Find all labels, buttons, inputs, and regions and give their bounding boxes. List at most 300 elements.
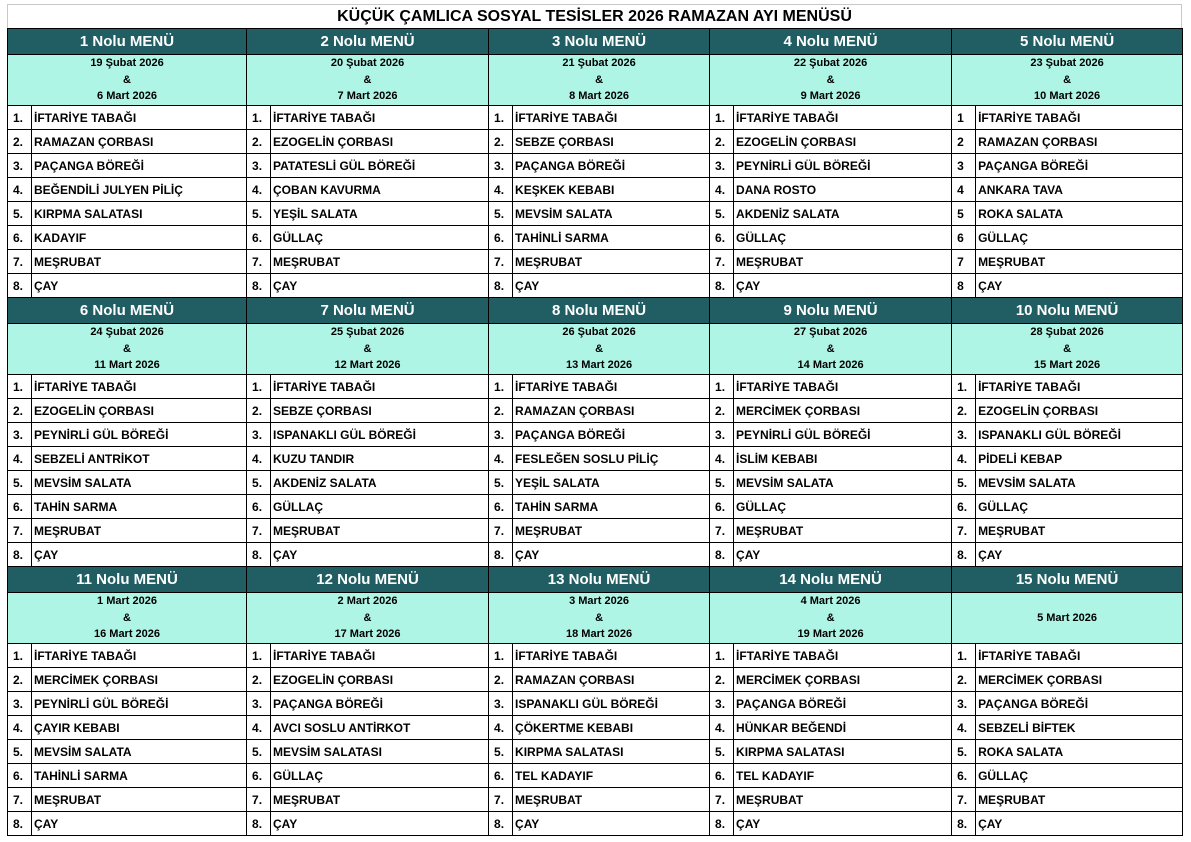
menu-item-row (8, 692, 1183, 716)
item-number: 5. (247, 740, 271, 764)
item-number: 1. (710, 106, 734, 130)
menu-item: AKDENİZ SALATA (734, 202, 952, 226)
item-number: 6. (710, 226, 734, 250)
menu-date: 25 Şubat 2026 (330, 326, 405, 339)
menu-item: MEŞRUBAT (271, 250, 489, 274)
item-number: 8. (710, 274, 734, 298)
menu-item-row (8, 399, 1183, 423)
page-title: KÜÇÜK ÇAMLICA SOSYAL TESİSLER 2026 RAMAZAN AYI MENÜSÜ (7, 4, 1182, 28)
menu-name: 7 Nolu MENÜ (247, 298, 489, 324)
item-number: 3. (247, 154, 271, 178)
menu-name: 8 Nolu MENÜ (489, 298, 710, 324)
menu-item: TEL KADAYIF (734, 764, 952, 788)
menu-item: PEYNİRLİ GÜL BÖREĞİ (32, 423, 247, 447)
menu-name: 6 Nolu MENÜ (8, 298, 247, 324)
item-number: 2. (247, 668, 271, 692)
item-number: 2. (489, 399, 513, 423)
item-number: 4. (247, 716, 271, 740)
menu-item: ROKA SALATA (976, 740, 1183, 764)
menu-item: PAÇANGA BÖREĞİ (513, 423, 710, 447)
item-number: 4. (8, 178, 32, 202)
menu-date: 20 Şubat 2026 (330, 57, 405, 70)
menu-item: MEVSİM SALATA (734, 471, 952, 495)
menu-dates (710, 324, 952, 375)
date-separator: & (595, 73, 604, 86)
menu-date: 4 Mart 2026 (800, 595, 861, 608)
menu-sheet (7, 4, 1182, 836)
menu-item: YEŞİL SALATA (271, 202, 489, 226)
date-separator: & (826, 342, 835, 355)
menu-item: İSLİM KEBABI (734, 447, 952, 471)
date-separator: & (123, 611, 131, 624)
item-number: 4. (710, 716, 734, 740)
item-number: 4. (489, 716, 513, 740)
menu-table (7, 28, 1183, 836)
item-number: 1. (8, 644, 32, 668)
menu-item: PAÇANGA BÖREĞİ (976, 692, 1183, 716)
item-number: 1. (710, 375, 734, 399)
item-number: 3. (247, 692, 271, 716)
menu-item: İFTARİYE TABAĞI (976, 644, 1183, 668)
item-number: 4. (247, 178, 271, 202)
menu-item: PİDELİ KEBAP (976, 447, 1183, 471)
item-number: 2. (710, 668, 734, 692)
menu-item: GÜLLAÇ (271, 495, 489, 519)
item-number: 7. (710, 788, 734, 812)
menu-item: MEŞRUBAT (976, 519, 1183, 543)
menu-item: TAHİNLİ SARMA (513, 226, 710, 250)
menu-item: MEŞRUBAT (513, 519, 710, 543)
menu-name: 13 Nolu MENÜ (489, 567, 710, 593)
item-number: 2. (952, 668, 976, 692)
item-number: 8. (952, 543, 976, 567)
menu-item-row (8, 668, 1183, 692)
menu-item: KEŞKEK KEBABI (513, 178, 710, 202)
item-number: 7. (8, 519, 32, 543)
item-number: 1. (952, 644, 976, 668)
menu-item: GÜLLAÇ (976, 495, 1183, 519)
menu-item: GÜLLAÇ (734, 226, 952, 250)
menu-item: SEBZE ÇORBASI (271, 399, 489, 423)
item-number: 1. (8, 106, 32, 130)
menu-item-row (8, 495, 1183, 519)
menu-date: 8 Mart 2026 (569, 90, 629, 103)
item-number: 7. (489, 519, 513, 543)
item-number: 1. (489, 106, 513, 130)
date-separator: & (363, 611, 372, 624)
item-number: 8. (710, 543, 734, 567)
item-number: 6. (952, 764, 976, 788)
item-number: 5. (247, 202, 271, 226)
menu-item: ÇAY (32, 543, 247, 567)
menu-item: ÇAY (976, 274, 1183, 298)
menu-item: TAHİNLİ SARMA (32, 764, 247, 788)
menu-item: ÇAY (513, 812, 710, 836)
menu-name: 12 Nolu MENÜ (247, 567, 489, 593)
item-number: 3. (8, 154, 32, 178)
menu-item-row (8, 274, 1183, 298)
item-number: 6. (710, 495, 734, 519)
menu-date: 6 Mart 2026 (97, 90, 157, 103)
item-number: 4. (489, 447, 513, 471)
menu-item-row (8, 250, 1183, 274)
menu-date: 14 Mart 2026 (797, 359, 864, 372)
menu-item: MEŞRUBAT (32, 519, 247, 543)
item-number: 5. (952, 740, 976, 764)
menu-dates (489, 55, 710, 106)
item-number: 3. (8, 423, 32, 447)
item-number: 4. (8, 447, 32, 471)
menu-item: ÇAY (271, 543, 489, 567)
menu-item: MEŞRUBAT (734, 788, 952, 812)
menu-item: İFTARİYE TABAĞI (734, 106, 952, 130)
menu-item-row (8, 423, 1183, 447)
menu-item: GÜLLAÇ (271, 226, 489, 250)
item-number: 6. (489, 226, 513, 250)
item-number: 6. (8, 495, 32, 519)
item-number: 3. (247, 423, 271, 447)
menu-item: PAÇANGA BÖREĞİ (513, 154, 710, 178)
item-number: 6. (247, 495, 271, 519)
menu-item: KUZU TANDIR (271, 447, 489, 471)
item-number: 1. (247, 644, 271, 668)
item-number: 8. (8, 543, 32, 567)
menu-item: RAMAZAN ÇORBASI (976, 130, 1183, 154)
menu-item: GÜLLAÇ (976, 764, 1183, 788)
menu-item-row (8, 644, 1183, 668)
item-number: 5. (489, 471, 513, 495)
menu-name: 10 Nolu MENÜ (952, 298, 1183, 324)
menu-item: ANKARA TAVA (976, 178, 1183, 202)
menu-date: 11 Mart 2026 (94, 359, 160, 372)
item-number: 6. (247, 764, 271, 788)
menu-item: MEŞRUBAT (271, 788, 489, 812)
menu-item: ÇAY (513, 543, 710, 567)
menu-item: MEŞRUBAT (734, 250, 952, 274)
menu-item-row (8, 375, 1183, 399)
menu-item-row (8, 154, 1183, 178)
menu-dates-row (8, 55, 1183, 106)
menu-name: 5 Nolu MENÜ (952, 29, 1183, 55)
menu-item: MEŞRUBAT (976, 250, 1183, 274)
item-number: 4. (247, 447, 271, 471)
item-number: 6 (952, 226, 976, 250)
menu-dates (710, 593, 952, 644)
menu-item: ÇAY (734, 812, 952, 836)
menu-item: ISPANAKLI GÜL BÖREĞİ (271, 423, 489, 447)
item-number: 4. (489, 178, 513, 202)
date-separator: & (1063, 73, 1072, 86)
menu-name: 9 Nolu MENÜ (710, 298, 952, 324)
menu-item: İFTARİYE TABAĞI (271, 375, 489, 399)
item-number: 5. (8, 202, 32, 226)
menu-item: MEVSİM SALATA (976, 471, 1183, 495)
item-number: 8. (247, 812, 271, 836)
item-number: 3. (8, 692, 32, 716)
item-number: 8. (489, 812, 513, 836)
menu-item: BEĞENDİLİ JULYEN PİLİÇ (32, 178, 247, 202)
item-number: 8 (952, 274, 976, 298)
item-number: 1. (952, 375, 976, 399)
menu-item: AVCI SOSLU ANTİRKOT (271, 716, 489, 740)
menu-item: SEBZELİ BİFTEK (976, 716, 1183, 740)
menu-name: 4 Nolu MENÜ (710, 29, 952, 55)
menu-dates (489, 324, 710, 375)
menu-name: 14 Nolu MENÜ (710, 567, 952, 593)
item-number: 5 (952, 202, 976, 226)
menu-item: SEBZE ÇORBASI (513, 130, 710, 154)
item-number: 7. (247, 519, 271, 543)
item-number: 8. (247, 274, 271, 298)
menu-item: İFTARİYE TABAĞI (734, 644, 952, 668)
menu-dates-row (8, 593, 1183, 644)
item-number: 5. (710, 471, 734, 495)
menu-dates (247, 55, 489, 106)
item-number: 4. (952, 447, 976, 471)
menu-item: PEYNİRLİ GÜL BÖREĞİ (734, 423, 952, 447)
menu-item-row (8, 471, 1183, 495)
item-number: 8. (8, 274, 32, 298)
menu-item: GÜLLAÇ (271, 764, 489, 788)
item-number: 8. (247, 543, 271, 567)
menu-header-row (8, 567, 1183, 593)
menu-date: 21 Şubat 2026 (562, 57, 636, 70)
menu-item: İFTARİYE TABAĞI (513, 106, 710, 130)
menu-item: İFTARİYE TABAĞI (513, 375, 710, 399)
item-number: 2. (710, 130, 734, 154)
menu-date: 27 Şubat 2026 (793, 326, 868, 339)
item-number: 4. (710, 447, 734, 471)
menu-header-row (8, 29, 1183, 55)
item-number: 2. (952, 399, 976, 423)
menu-date: 19 Şubat 2026 (90, 57, 164, 70)
menu-header-row (8, 298, 1183, 324)
menu-date: 1 Mart 2026 (97, 595, 157, 608)
menu-item-row (8, 226, 1183, 250)
menu-item: ISPANAKLI GÜL BÖREĞİ (976, 423, 1183, 447)
menu-item-row (8, 788, 1183, 812)
menu-item: TAHİN SARMA (513, 495, 710, 519)
menu-item: GÜLLAÇ (734, 495, 952, 519)
item-number: 6. (247, 226, 271, 250)
item-number: 6. (489, 764, 513, 788)
item-number: 6. (8, 226, 32, 250)
date-separator: & (826, 611, 835, 624)
date-separator: & (595, 342, 604, 355)
menu-item: KIRPMA SALATASI (513, 740, 710, 764)
menu-item: MEVSİM SALATASI (271, 740, 489, 764)
menu-dates (247, 593, 489, 644)
menu-item: ÇAY (976, 812, 1183, 836)
menu-item: MERCİMEK ÇORBASI (32, 668, 247, 692)
menu-date: 26 Şubat 2026 (562, 326, 636, 339)
item-number: 5. (247, 471, 271, 495)
menu-item: RAMAZAN ÇORBASI (513, 668, 710, 692)
menu-name: 15 Nolu MENÜ (952, 567, 1183, 593)
menu-dates (8, 55, 247, 106)
date-separator: & (595, 611, 604, 624)
menu-date: 17 Mart 2026 (334, 628, 401, 641)
menu-item: SEBZELİ ANTRİKOT (32, 447, 247, 471)
menu-item: KADAYIF (32, 226, 247, 250)
menu-dates (247, 324, 489, 375)
menu-item: MERCİMEK ÇORBASI (976, 668, 1183, 692)
menu-item: İFTARİYE TABAĞI (976, 375, 1183, 399)
menu-date: 10 Mart 2026 (1034, 90, 1101, 103)
item-number: 2. (710, 399, 734, 423)
menu-date: 23 Şubat 2026 (1030, 57, 1104, 70)
menu-dates (8, 593, 247, 644)
menu-dates (952, 324, 1183, 375)
menu-name: 2 Nolu MENÜ (247, 29, 489, 55)
menu-item-row (8, 178, 1183, 202)
menu-item: İFTARİYE TABAĞI (513, 644, 710, 668)
menu-name: 1 Nolu MENÜ (8, 29, 247, 55)
menu-item: MEŞRUBAT (32, 250, 247, 274)
item-number: 4. (710, 178, 734, 202)
menu-item: ÇAY (32, 812, 247, 836)
menu-item: İFTARİYE TABAĞI (271, 644, 489, 668)
item-number: 1. (489, 644, 513, 668)
menu-date: 22 Şubat 2026 (793, 57, 868, 70)
item-number: 8. (8, 812, 32, 836)
item-number: 5. (489, 740, 513, 764)
menu-name: 11 Nolu MENÜ (8, 567, 247, 593)
item-number: 1 (952, 106, 976, 130)
item-number: 3. (710, 423, 734, 447)
menu-item: ÇAY (32, 274, 247, 298)
menu-item: EZOGELİN ÇORBASI (734, 130, 952, 154)
menu-item: MERCİMEK ÇORBASI (734, 668, 952, 692)
item-number: 2 (952, 130, 976, 154)
item-number: 2. (8, 130, 32, 154)
item-number: 6. (710, 764, 734, 788)
date-separator: & (363, 73, 372, 86)
item-number: 5. (710, 202, 734, 226)
menu-item: ÇAYIR KEBABI (32, 716, 247, 740)
menu-item: ÇAY (271, 812, 489, 836)
menu-item-row (8, 106, 1183, 130)
item-number: 4. (952, 716, 976, 740)
menu-item: ÇAY (513, 274, 710, 298)
item-number: 7. (247, 250, 271, 274)
menu-item: MEVSİM SALATA (32, 471, 247, 495)
item-number: 1. (489, 375, 513, 399)
item-number: 1. (247, 375, 271, 399)
menu-item-row (8, 740, 1183, 764)
menu-item: EZOGELİN ÇORBASI (271, 668, 489, 692)
menu-item: ROKA SALATA (976, 202, 1183, 226)
item-number: 6. (8, 764, 32, 788)
menu-item-row (8, 543, 1183, 567)
date-separator: & (123, 73, 131, 86)
item-number: 3 (952, 154, 976, 178)
menu-dates (952, 593, 1183, 644)
date-separator: & (1063, 342, 1072, 355)
item-number: 3. (710, 692, 734, 716)
item-number: 7. (8, 250, 32, 274)
menu-date: 18 Mart 2026 (566, 628, 633, 641)
menu-item: MEŞRUBAT (513, 250, 710, 274)
menu-item: DANA ROSTO (734, 178, 952, 202)
menu-date: 16 Mart 2026 (93, 628, 161, 641)
menu-date: 2 Mart 2026 (337, 595, 398, 608)
item-number: 8. (710, 812, 734, 836)
item-number: 3. (710, 154, 734, 178)
menu-date: 7 Mart 2026 (337, 90, 398, 103)
item-number: 2. (8, 668, 32, 692)
menu-item: ÇAY (734, 274, 952, 298)
menu-item-row (8, 130, 1183, 154)
menu-item: GÜLLAÇ (976, 226, 1183, 250)
menu-item: İFTARİYE TABAĞI (271, 106, 489, 130)
menu-item: İFTARİYE TABAĞI (32, 106, 247, 130)
date-separator: & (363, 342, 372, 355)
item-number: 2. (247, 130, 271, 154)
menu-item: KIRPMA SALATASI (734, 740, 952, 764)
item-number: 7. (247, 788, 271, 812)
menu-item-row (8, 519, 1183, 543)
item-number: 3. (489, 154, 513, 178)
item-number: 1. (247, 106, 271, 130)
menu-item: ÇAY (734, 543, 952, 567)
menu-item: RAMAZAN ÇORBASI (32, 130, 247, 154)
menu-item: PAÇANGA BÖREĞİ (976, 154, 1183, 178)
item-number: 5. (8, 740, 32, 764)
menu-date: 28 Şubat 2026 (1030, 326, 1104, 339)
menu-item: ÇOBAN KAVURMA (271, 178, 489, 202)
menu-item: MEŞRUBAT (513, 788, 710, 812)
item-number: 4. (8, 716, 32, 740)
menu-item: ISPANAKLI GÜL BÖREĞİ (513, 692, 710, 716)
menu-item: MEŞRUBAT (32, 788, 247, 812)
menu-item: KIRPMA SALATASI (32, 202, 247, 226)
item-number: 3. (489, 692, 513, 716)
item-number: 8. (952, 812, 976, 836)
menu-dates (8, 324, 247, 375)
item-number: 5. (489, 202, 513, 226)
menu-item: FESLEĞEN SOSLU PİLİÇ (513, 447, 710, 471)
item-number: 4 (952, 178, 976, 202)
menu-item: PEYNİRLİ GÜL BÖREĞİ (734, 154, 952, 178)
menu-date: 19 Mart 2026 (797, 628, 864, 641)
menu-item: ÇÖKERTME KEBABI (513, 716, 710, 740)
menu-item: PAÇANGA BÖREĞİ (32, 154, 247, 178)
item-number: 7. (489, 250, 513, 274)
item-number: 7. (489, 788, 513, 812)
item-number: 3. (952, 423, 976, 447)
menu-date: 13 Mart 2026 (566, 359, 633, 372)
menu-item: AKDENİZ SALATA (271, 471, 489, 495)
menu-dates-row (8, 324, 1183, 375)
menu-item-row (8, 764, 1183, 788)
menu-item: EZOGELİN ÇORBASI (32, 399, 247, 423)
menu-item: TAHİN SARMA (32, 495, 247, 519)
item-number: 7. (952, 519, 976, 543)
item-number: 8. (489, 274, 513, 298)
item-number: 7. (952, 788, 976, 812)
date-separator: & (123, 342, 131, 355)
item-number: 2. (489, 130, 513, 154)
menu-item: HÜNKAR BEĞENDİ (734, 716, 952, 740)
item-number: 8. (489, 543, 513, 567)
menu-item: MEŞRUBAT (271, 519, 489, 543)
menu-item: RAMAZAN ÇORBASI (513, 399, 710, 423)
item-number: 1. (8, 375, 32, 399)
menu-date: 9 Mart 2026 (800, 90, 861, 103)
menu-item: ÇAY (271, 274, 489, 298)
menu-item: MEŞRUBAT (734, 519, 952, 543)
